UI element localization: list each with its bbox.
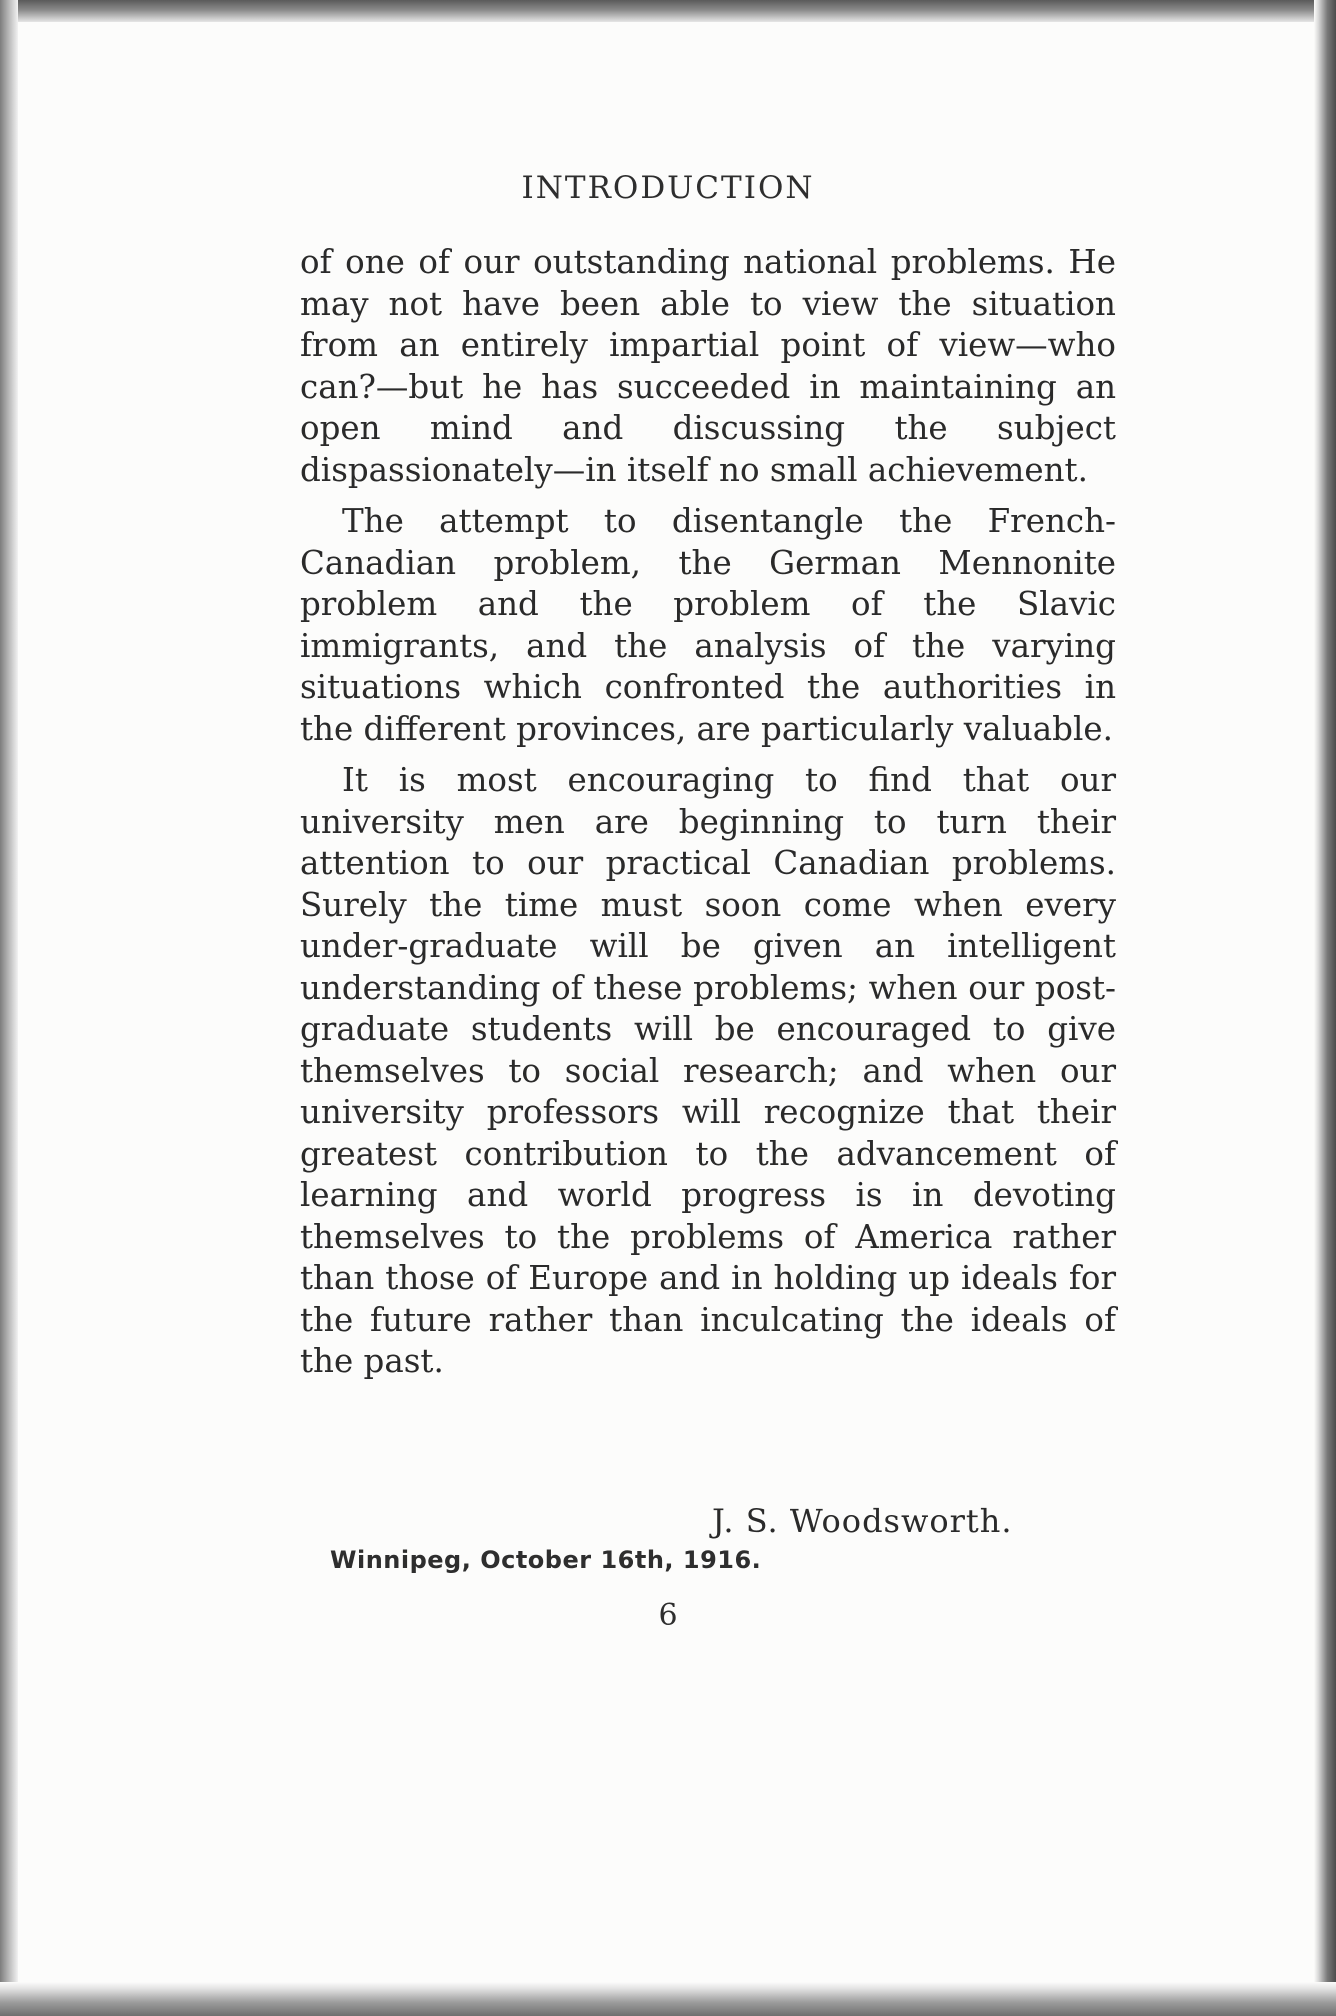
paragraph-problems: The attempt to disentangle the French-Canadian problem, the German Mennonite problem and the problem of the Slavic immigrants, and the analysis of the varying situations which confronted the authorities in the different provinces, are particularly valuable. xyxy=(300,502,1116,748)
page-edge-bottom xyxy=(0,1982,1336,2016)
running-head: INTRODUCTION xyxy=(521,170,815,206)
paragraph-continued: of one of our outstanding national problems. He may not have been able to view the situation from an entirely impartial point of view—who can?—but he has succeeded in maintaining an open mind and discussing the subject dispassionately—in itself no small achievement. xyxy=(300,243,1116,489)
author-signature: J. S. Woodsworth. xyxy=(712,1502,1013,1540)
page-edge-left xyxy=(0,0,18,2016)
dateline: Winnipeg, October 16th, 1916. xyxy=(330,1546,762,1574)
page-edge-right xyxy=(1314,0,1336,2016)
paragraph-university: It is most encouraging to find that our university men are beginning to turn their attention to our practical Canadian problems. Surely the time must soon come when every under-graduate will be given an intelligent understanding of these problems; when our post-graduate students will be encouraged to give themselves to social research; and when our university professors will recognize that their greatest contribution to the advancement of learning and world progress is in devoting themselves to the problems of America rather than those of Europe and in holding up ideals for the future rather than inculcating the ideals of the past. xyxy=(300,761,1116,1380)
page-edge-top xyxy=(0,0,1336,22)
body-text xyxy=(300,242,1116,1383)
page-number: 6 xyxy=(658,1598,678,1633)
